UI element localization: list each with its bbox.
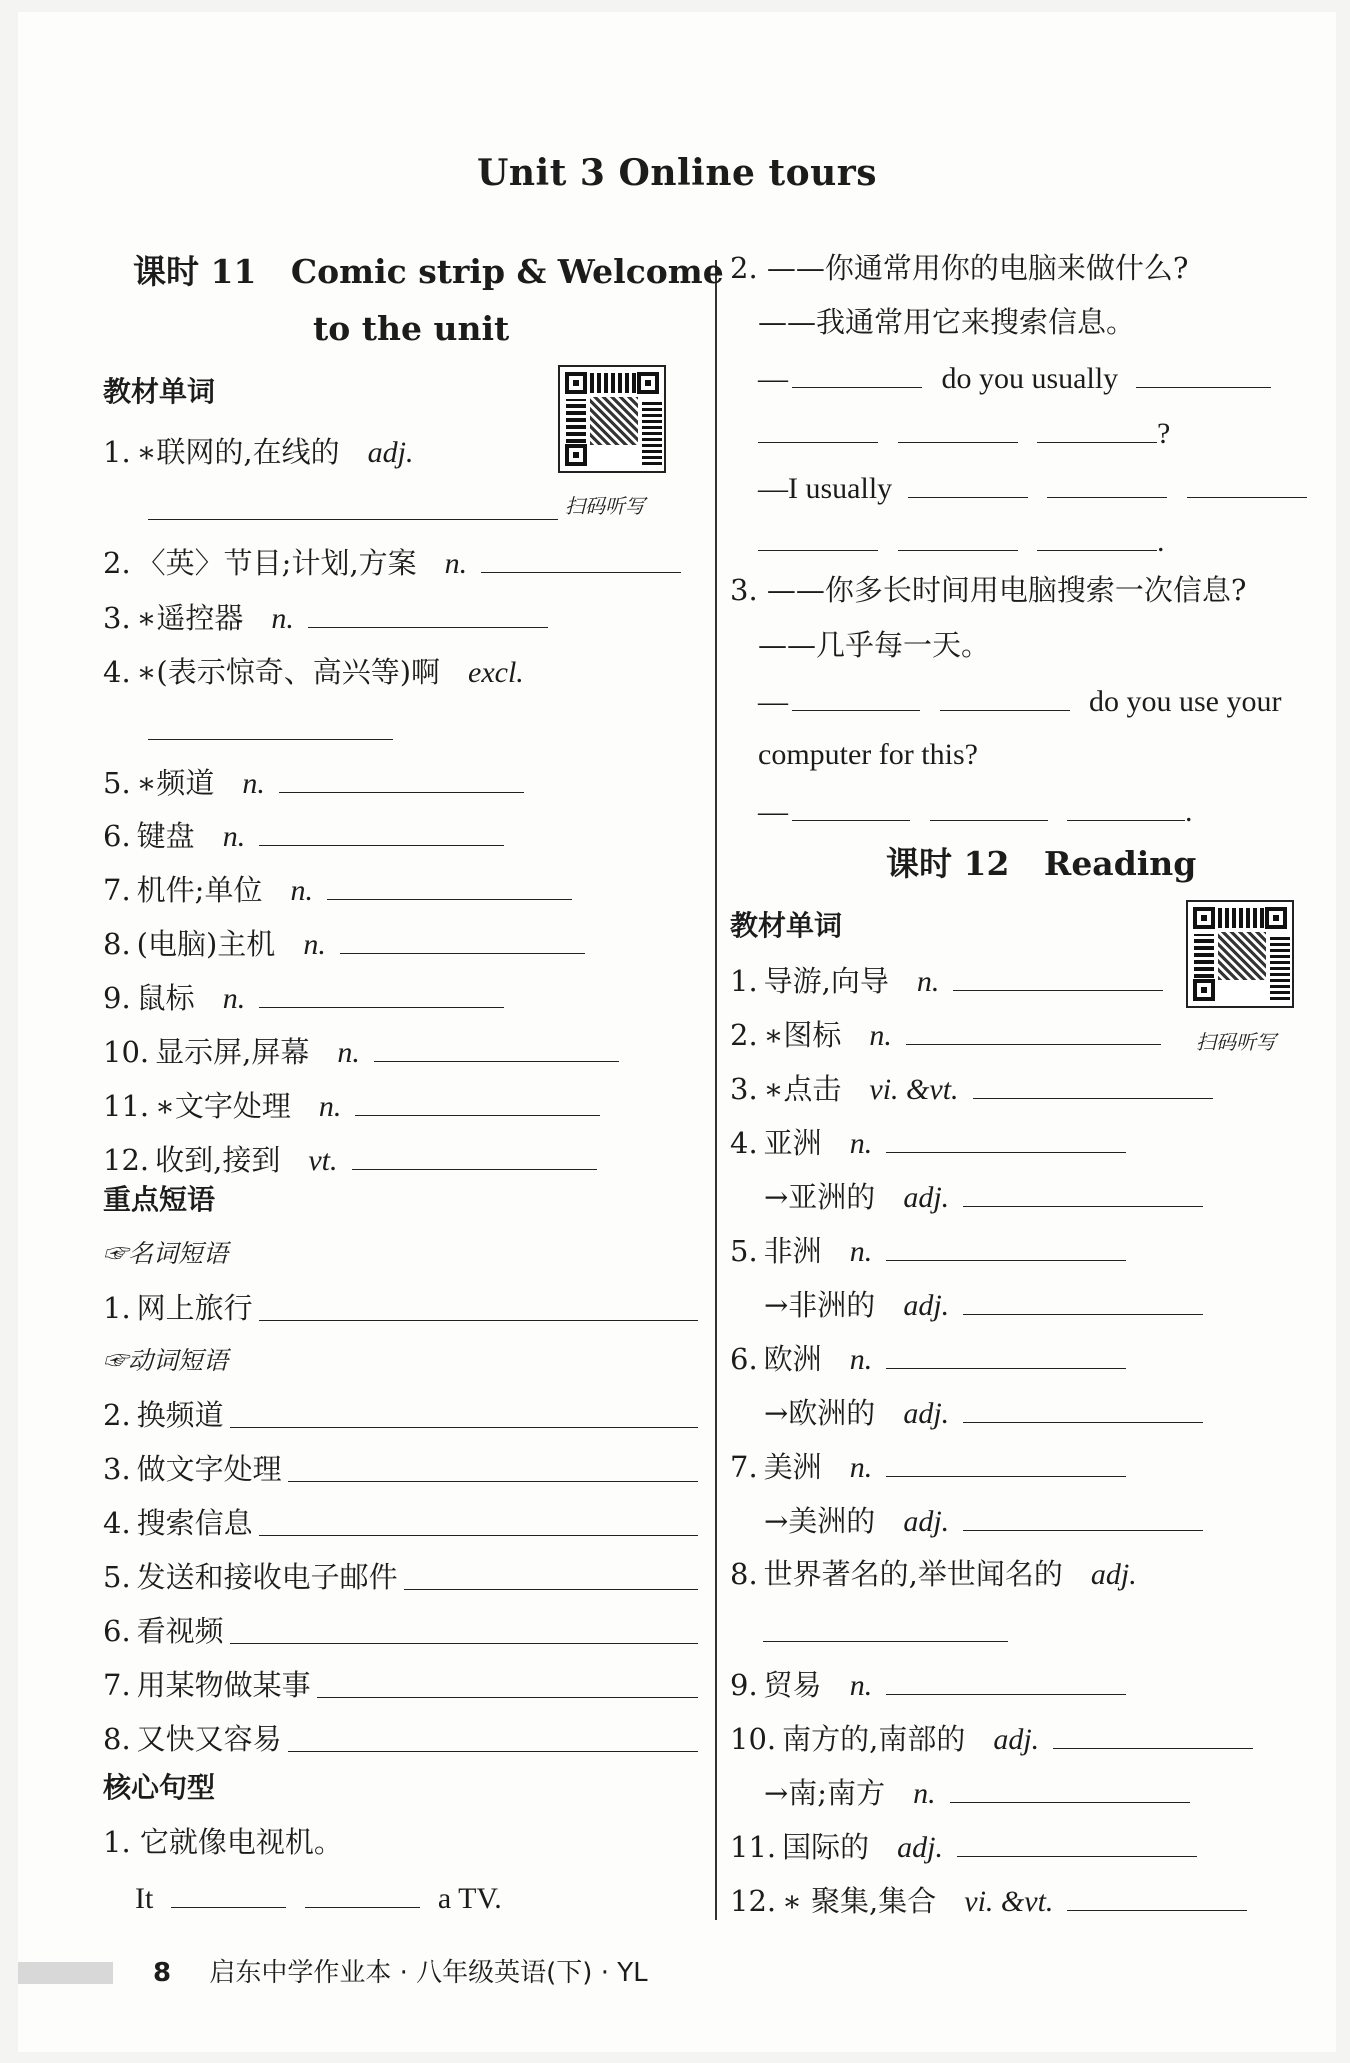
part-of-speech: n. — [849, 1669, 873, 1702]
sentence-1-english: It a TV. — [135, 1877, 502, 1919]
item-number: 6. — [730, 1342, 758, 1376]
phrase-item — [103, 1449, 282, 1489]
answer-line[interactable] — [230, 1643, 698, 1644]
lesson-11-title-line2: to the unit — [313, 309, 510, 348]
phrase-item — [103, 1665, 311, 1705]
sentence-1-chinese: 1. 它就像电视机。 — [103, 1825, 343, 1859]
item-chinese: 机件;单位 — [136, 873, 263, 907]
item-chinese: 贸易 — [763, 1668, 822, 1702]
answer-blank[interactable] — [279, 762, 524, 793]
answer-blank[interactable] — [1037, 520, 1157, 551]
sentence-2-en-line3: —I usually — [758, 467, 1307, 509]
item-chinese: →美洲的 — [764, 1504, 876, 1538]
item-chinese: ∗(表示惊奇、高兴等)啊 — [136, 655, 441, 689]
part-of-speech: adj. — [903, 1181, 950, 1214]
part-of-speech: adj. — [903, 1289, 950, 1322]
item-number: 5. — [103, 766, 131, 800]
answer-blank[interactable] — [908, 467, 1028, 498]
item-number: 2. — [103, 1398, 131, 1432]
item-number: 1. — [103, 1291, 131, 1325]
answer-line[interactable] — [317, 1697, 698, 1698]
part-of-speech: adj. — [993, 1723, 1040, 1756]
answer-blank[interactable] — [792, 357, 922, 388]
column-divider — [715, 260, 717, 1920]
item-number: 1. — [730, 964, 758, 998]
answer-blank[interactable] — [906, 1014, 1161, 1045]
item-number: 12. — [103, 1143, 150, 1177]
answer-blank[interactable] — [886, 1230, 1126, 1261]
answer-blank[interactable] — [1053, 1718, 1253, 1749]
part-of-speech: vi. &vt. — [964, 1885, 1054, 1918]
item-chinese: (电脑)主机 — [136, 927, 276, 961]
answer-blank[interactable] — [259, 977, 504, 1008]
item-number: 11. — [103, 1089, 150, 1123]
answer-blank[interactable] — [886, 1664, 1126, 1695]
answer-line[interactable] — [763, 1641, 1008, 1642]
part-of-speech: n. — [222, 982, 246, 1015]
item-chinese: →南;南方 — [764, 1776, 886, 1810]
answer-blank[interactable] — [327, 869, 572, 900]
vocab-item — [103, 869, 572, 911]
answer-line[interactable] — [404, 1589, 698, 1590]
qr-caption-right: 扫码听写 — [1196, 1030, 1276, 1054]
answer-blank[interactable] — [1136, 357, 1271, 388]
part-of-speech: n. — [271, 602, 294, 635]
sentence-2-answer: ——我通常用它来搜索信息。 — [758, 305, 1136, 339]
answer-blank[interactable] — [259, 815, 504, 846]
vocab-item — [730, 1122, 1126, 1164]
item-number: 7. — [730, 1450, 758, 1484]
vocab-item — [103, 652, 524, 693]
answer-line[interactable] — [148, 739, 393, 740]
item-number: 9. — [730, 1668, 758, 1702]
vocab-item — [103, 432, 413, 473]
book-title: 启东中学作业本 · 八年级英语(下) · YL — [209, 1958, 648, 1988]
answer-blank[interactable] — [1067, 1880, 1247, 1911]
vocab-item — [730, 1664, 1126, 1706]
vocab-item — [103, 815, 504, 857]
part-of-speech: n. — [849, 1343, 873, 1376]
answer-blank[interactable] — [1047, 467, 1167, 498]
item-number: 3. — [103, 601, 131, 635]
vocab-item — [103, 977, 504, 1019]
lesson-12-label: 课时 12 Reading — [886, 844, 1197, 883]
answer-blank[interactable] — [792, 790, 910, 821]
qr-code-left[interactable] — [558, 365, 666, 473]
answer-line[interactable] — [259, 1535, 698, 1536]
vocab-item — [103, 1085, 600, 1127]
item-number: 5. — [730, 1234, 758, 1268]
page-footer — [153, 1952, 648, 1989]
answer-blank[interactable] — [305, 1877, 420, 1908]
sentence-2-en-line2: ? — [758, 412, 1170, 454]
item-number: 7. — [103, 1668, 131, 1702]
answer-blank[interactable] — [792, 680, 920, 711]
item-chinese: 用某物做某事 — [136, 1668, 311, 1702]
phrase-heading: 重点短语 — [103, 1183, 216, 1216]
part-of-speech: n. — [849, 1451, 873, 1484]
item-chinese: ∗频道 — [136, 766, 215, 800]
vocab-item — [730, 1826, 1197, 1868]
vocab-item — [103, 597, 548, 639]
item-number: 11. — [730, 1830, 777, 1864]
item-number: 4. — [730, 1126, 758, 1160]
answer-blank[interactable] — [963, 1392, 1203, 1423]
item-chinese: 国际的 — [782, 1830, 870, 1864]
vocab-item — [730, 1446, 1126, 1488]
item-number: 4. — [103, 1506, 131, 1540]
item-number: 3. — [730, 1072, 758, 1106]
vocab-item — [758, 1772, 1190, 1814]
part-of-speech: n. — [913, 1777, 936, 1810]
phrase-item — [103, 1719, 282, 1759]
part-of-speech: n. — [303, 928, 326, 961]
part-of-speech: excl. — [468, 656, 524, 689]
footer-decor-bar — [18, 1962, 113, 1984]
noun-phrase-heading: ☞名词短语 — [103, 1239, 229, 1268]
item-chinese: ∗文字处理 — [155, 1089, 291, 1123]
item-chinese: 欧洲 — [763, 1342, 822, 1376]
worksheet-page — [18, 12, 1336, 2052]
answer-blank[interactable] — [886, 1122, 1126, 1153]
unit-title: Unit 3 Online tours — [476, 152, 878, 194]
item-chinese: 看视频 — [136, 1614, 224, 1648]
answer-blank[interactable] — [898, 520, 1018, 551]
answer-blank[interactable] — [898, 412, 1018, 443]
answer-blank[interactable] — [963, 1500, 1203, 1531]
vocab-item — [730, 960, 1163, 1002]
part-of-speech: n. — [242, 767, 265, 800]
vocab-item — [758, 1284, 1203, 1326]
vocab-heading-left: 教材单词 — [103, 375, 216, 408]
item-chinese: 南方的,南部的 — [782, 1722, 966, 1756]
sentence-2-en-line1: — do you usually — [758, 357, 1271, 399]
item-chinese: 世界著名的,举世闻名的 — [763, 1557, 1063, 1591]
item-chinese: 亚洲 — [763, 1126, 822, 1160]
phrase-item — [103, 1503, 253, 1543]
item-chinese: 非洲 — [763, 1234, 822, 1268]
item-number: 10. — [103, 1035, 150, 1069]
item-number: 6. — [103, 819, 131, 853]
item-chinese: 搜索信息 — [136, 1506, 253, 1540]
vocab-item — [103, 1139, 597, 1181]
answer-blank[interactable] — [953, 960, 1163, 991]
answer-blank[interactable] — [1037, 412, 1157, 443]
item-chinese: 网上旅行 — [136, 1291, 253, 1325]
part-of-speech: n. — [444, 547, 468, 580]
item-number: 8. — [103, 927, 131, 961]
part-of-speech: vt. — [308, 1144, 338, 1177]
vocab-item — [103, 923, 585, 965]
lesson-11-label: 课时 11 Comic strip & Welcome — [133, 252, 724, 291]
answer-blank[interactable] — [973, 1068, 1213, 1099]
part-of-speech: n. — [849, 1235, 873, 1268]
answer-blank[interactable] — [481, 542, 681, 573]
item-chinese: ∗点击 — [763, 1072, 842, 1106]
vocab-item — [758, 1392, 1203, 1434]
part-of-speech: n. — [849, 1127, 873, 1160]
phrase-item — [103, 1288, 253, 1328]
answer-blank[interactable] — [886, 1338, 1126, 1369]
item-number: 6. — [103, 1614, 131, 1648]
item-chinese: 〈英〉节目;计划,方案 — [136, 546, 417, 580]
sentence-3-en-line2: computer for this? — [758, 738, 978, 771]
item-chinese: ∗图标 — [763, 1018, 842, 1052]
item-chinese: 做文字处理 — [136, 1452, 282, 1486]
item-chinese: 显示屏,屏幕 — [155, 1035, 310, 1069]
vocab-item — [758, 1176, 1203, 1218]
item-number: 9. — [103, 981, 131, 1015]
phrase-item — [103, 1611, 224, 1651]
verb-phrase-heading: ☞动词短语 — [103, 1346, 229, 1375]
vocab-item — [730, 1718, 1253, 1760]
part-of-speech: n. — [318, 1090, 342, 1123]
answer-blank[interactable] — [1187, 467, 1307, 498]
qr-caption-left: 扫码听写 — [565, 494, 645, 518]
vocab-item — [730, 1554, 1137, 1595]
answer-blank[interactable] — [950, 1772, 1190, 1803]
answer-blank[interactable] — [1067, 790, 1185, 821]
sentence-heading: 核心句型 — [103, 1771, 216, 1804]
sentence-3-en-line1: — do you use your — [758, 680, 1281, 722]
sentence-3-en-line3: — . — [758, 790, 1193, 832]
item-chinese: →欧洲的 — [764, 1396, 876, 1430]
answer-line[interactable] — [230, 1427, 698, 1428]
item-chinese: ∗ 聚集,集合 — [782, 1884, 937, 1918]
item-chinese: →非洲的 — [764, 1288, 876, 1322]
vocab-item — [758, 1500, 1203, 1542]
vocab-item — [730, 1880, 1247, 1922]
part-of-speech: adj. — [367, 436, 414, 469]
answer-blank[interactable] — [758, 412, 878, 443]
qr-code-right[interactable] — [1186, 900, 1294, 1008]
part-of-speech: adj. — [897, 1831, 943, 1864]
answer-blank[interactable] — [963, 1284, 1203, 1315]
answer-line[interactable] — [288, 1481, 698, 1482]
item-number: 10. — [730, 1722, 777, 1756]
item-number: 8. — [103, 1722, 131, 1756]
part-of-speech: adj. — [903, 1505, 950, 1538]
item-number: 7. — [103, 873, 131, 907]
answer-line[interactable] — [259, 1320, 698, 1321]
answer-blank[interactable] — [171, 1877, 286, 1908]
item-chinese: 又快又容易 — [136, 1722, 282, 1756]
answer-blank[interactable] — [352, 1139, 597, 1170]
answer-blank[interactable] — [758, 520, 878, 551]
answer-blank[interactable] — [886, 1446, 1126, 1477]
vocab-heading-right: 教材单词 — [730, 909, 843, 942]
vocab-item — [730, 1230, 1126, 1272]
answer-blank[interactable] — [374, 1031, 619, 1062]
part-of-speech: n. — [222, 820, 246, 853]
sentence-3-question: 3. ——你多长时间用电脑搜索一次信息? — [730, 573, 1247, 607]
phrase-item — [103, 1395, 224, 1435]
item-number: 2. — [103, 546, 131, 580]
item-number: 8. — [730, 1557, 758, 1591]
vocab-item — [103, 1031, 619, 1073]
answer-blank[interactable] — [930, 790, 1048, 821]
part-of-speech: adj. — [1090, 1558, 1137, 1591]
vocab-item — [730, 1068, 1213, 1110]
item-number: 1. — [103, 435, 131, 469]
sentence-3-answer: ——几乎每一天。 — [758, 628, 991, 662]
item-chinese: →亚洲的 — [764, 1180, 876, 1214]
part-of-speech: n. — [290, 874, 313, 907]
item-chinese: ∗遥控器 — [136, 601, 244, 635]
item-number: 12. — [730, 1884, 777, 1918]
part-of-speech: adj. — [903, 1397, 950, 1430]
answer-line[interactable] — [148, 519, 558, 520]
phrase-item — [103, 1557, 398, 1597]
item-chinese: ∗联网的,在线的 — [136, 435, 340, 469]
item-chinese: 导游,向导 — [763, 964, 889, 998]
item-number: 2. — [730, 1018, 758, 1052]
part-of-speech: n. — [869, 1019, 892, 1052]
part-of-speech: n. — [337, 1036, 360, 1069]
item-chinese: 换频道 — [136, 1398, 224, 1432]
vocab-item — [730, 1338, 1126, 1380]
vocab-item — [103, 762, 524, 804]
answer-blank[interactable] — [963, 1176, 1203, 1207]
item-number: 3. — [103, 1452, 131, 1486]
item-chinese: 美洲 — [763, 1450, 822, 1484]
item-chinese: 鼠标 — [136, 981, 195, 1015]
part-of-speech: vi. &vt. — [869, 1073, 959, 1106]
page-number: 8 — [153, 1958, 172, 1988]
item-chinese: 发送和接收电子邮件 — [136, 1560, 398, 1594]
vocab-item — [103, 542, 681, 584]
sentence-2-en-line4: . — [758, 520, 1165, 562]
answer-blank[interactable] — [957, 1826, 1197, 1857]
item-number: 4. — [103, 655, 131, 689]
vocab-item — [730, 1014, 1161, 1056]
answer-blank[interactable] — [340, 923, 585, 954]
answer-blank[interactable] — [308, 597, 548, 628]
item-chinese: 收到,接到 — [155, 1143, 281, 1177]
part-of-speech: n. — [916, 965, 940, 998]
answer-blank[interactable] — [940, 680, 1070, 711]
item-chinese: 键盘 — [136, 819, 195, 853]
answer-line[interactable] — [288, 1751, 698, 1752]
sentence-2-question: 2. ——你通常用你的电脑来做什么? — [730, 251, 1189, 285]
answer-blank[interactable] — [355, 1085, 600, 1116]
item-number: 5. — [103, 1560, 131, 1594]
